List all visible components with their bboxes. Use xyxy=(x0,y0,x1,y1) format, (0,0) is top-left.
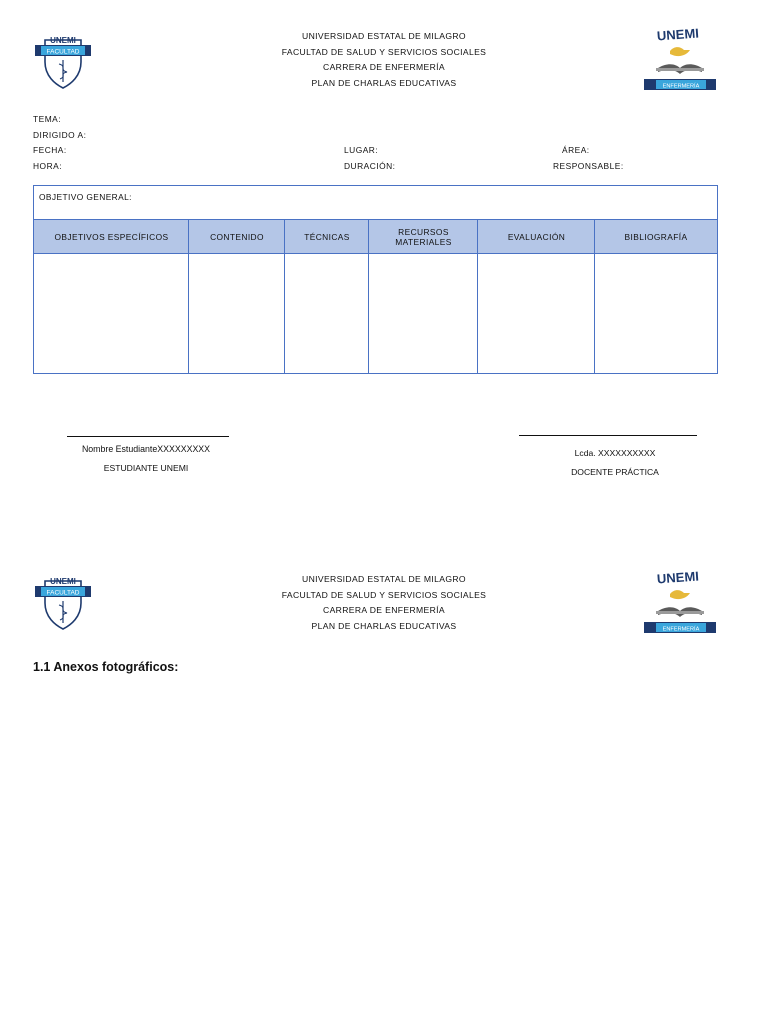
field-lugar: LUGAR: xyxy=(344,145,379,155)
institution-header xyxy=(250,572,518,635)
column-divider xyxy=(188,219,189,373)
teacher-name: Lcda. XXXXXXXXXX xyxy=(574,448,656,458)
column-divider xyxy=(477,219,478,373)
col-tecnicas: TÉCNICAS xyxy=(304,231,350,242)
field-tema: TEMA: xyxy=(33,114,62,124)
faculty-logo-banner-text: FACULTAD xyxy=(46,589,80,597)
field-responsable: RESPONSABLE: xyxy=(553,161,624,171)
header-faculty: FACULTAD DE SALUD Y SERVICIOS SOCIALES xyxy=(281,589,487,600)
field-hora: HORA: xyxy=(33,161,63,171)
column-divider xyxy=(594,219,595,373)
header-plan: PLAN DE CHARLAS EDUCATIVAS xyxy=(311,621,457,632)
faculty-shield-logo xyxy=(33,36,93,90)
field-fecha: FECHA: xyxy=(33,145,67,155)
nursing-logo-unemi-text: UNEMI xyxy=(656,25,700,44)
student-role: ESTUDIANTE UNEMI xyxy=(103,463,189,473)
teacher-signature-line xyxy=(519,435,697,436)
header-university: UNIVERSIDAD ESTATAL DE MILAGRO xyxy=(302,574,466,584)
column-divider xyxy=(284,219,285,373)
col-contenido: CONTENIDO xyxy=(210,231,264,242)
nursing-logo-unemi-text: UNEMI xyxy=(656,568,700,587)
col-evaluacion: EVALUACIÓN xyxy=(507,231,566,242)
faculty-logo-unemi-text: UNEMI xyxy=(50,577,76,586)
student-name: Nombre EstudianteXXXXXXXXX xyxy=(81,444,211,454)
institution-header xyxy=(250,29,518,92)
nursing-lamp-logo xyxy=(642,24,718,92)
table-header-row xyxy=(34,219,717,254)
faculty-logo-unemi-text: UNEMI xyxy=(50,36,76,45)
faculty-shield-logo xyxy=(33,577,93,631)
col-objetivos-especificos: OBJETIVOS ESPECÍFICOS xyxy=(54,231,169,242)
student-signature-line xyxy=(67,436,229,437)
header-university: UNIVERSIDAD ESTATAL DE MILAGRO xyxy=(302,31,466,41)
col-bibliografia: BIBLIOGRAFÍA xyxy=(624,231,688,242)
teacher-role: DOCENTE PRÁCTICA xyxy=(571,467,659,477)
section-title-anexos: 1.1 Anexos fotográficos: xyxy=(33,660,179,674)
plan-table xyxy=(33,185,718,374)
nursing-lamp-logo xyxy=(642,567,718,635)
nursing-logo-banner-text: ENFERMERÍA xyxy=(662,626,700,633)
header-faculty: FACULTAD DE SALUD Y SERVICIOS SOCIALES xyxy=(281,46,487,57)
field-dirigido: DIRIGIDO A: xyxy=(33,130,87,140)
header-career: CARRERA DE ENFERMERÍA xyxy=(323,62,445,73)
column-divider xyxy=(368,219,369,373)
objetivo-general-label: OBJETIVO GENERAL: xyxy=(39,192,132,202)
field-area: ÁREA: xyxy=(562,145,590,155)
faculty-logo-banner-text: FACULTAD xyxy=(46,48,80,56)
nursing-logo-banner-text: ENFERMERÍA xyxy=(662,83,700,90)
field-duracion: DURACIÓN: xyxy=(344,161,396,171)
col-recursos-materiales: RECURSOS MATERIALES xyxy=(395,226,452,247)
header-plan: PLAN DE CHARLAS EDUCATIVAS xyxy=(311,78,457,89)
header-career: CARRERA DE ENFERMERÍA xyxy=(323,605,445,616)
